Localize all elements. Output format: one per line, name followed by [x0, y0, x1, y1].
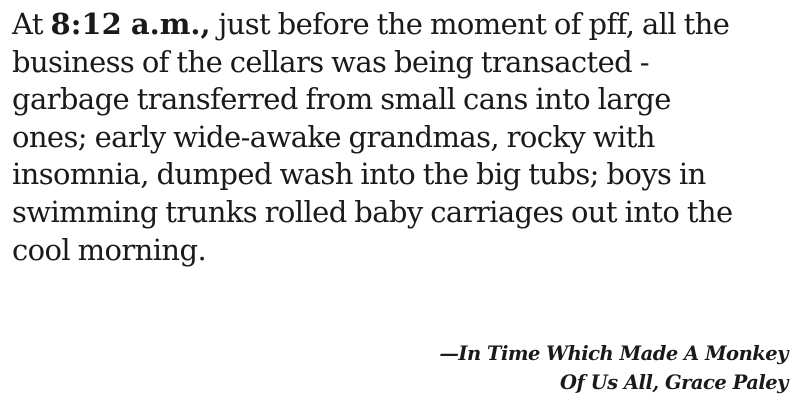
quote-text: [12, 6, 790, 269]
quote-time: 8:12 a.m.,: [50, 7, 211, 41]
quote-prefix: At: [12, 7, 51, 41]
quote-line-1: [12, 6, 790, 44]
quote-line-3: garbage transferred from small cans into large: [12, 82, 671, 117]
attribution-line-2: Of Us All, Grace Paley: [559, 371, 788, 394]
quote-line-7: cool morning.: [12, 232, 207, 267]
quote-line-2: business of the cellars was being transacted -: [12, 44, 649, 79]
quote-line-1-rest: just before the moment of pff, all the: [210, 7, 730, 41]
quote-line-4: ones; early wide-awake grandmas, rocky with: [12, 119, 655, 154]
attribution: [439, 339, 788, 397]
attribution-line-1: —In Time Which Made A Monkey: [439, 342, 788, 365]
quote-line-5: insomnia, dumped wash into the big tubs; boys in: [12, 157, 706, 192]
quote-line-6: swimming trunks rolled baby carriages out into the: [12, 194, 733, 229]
